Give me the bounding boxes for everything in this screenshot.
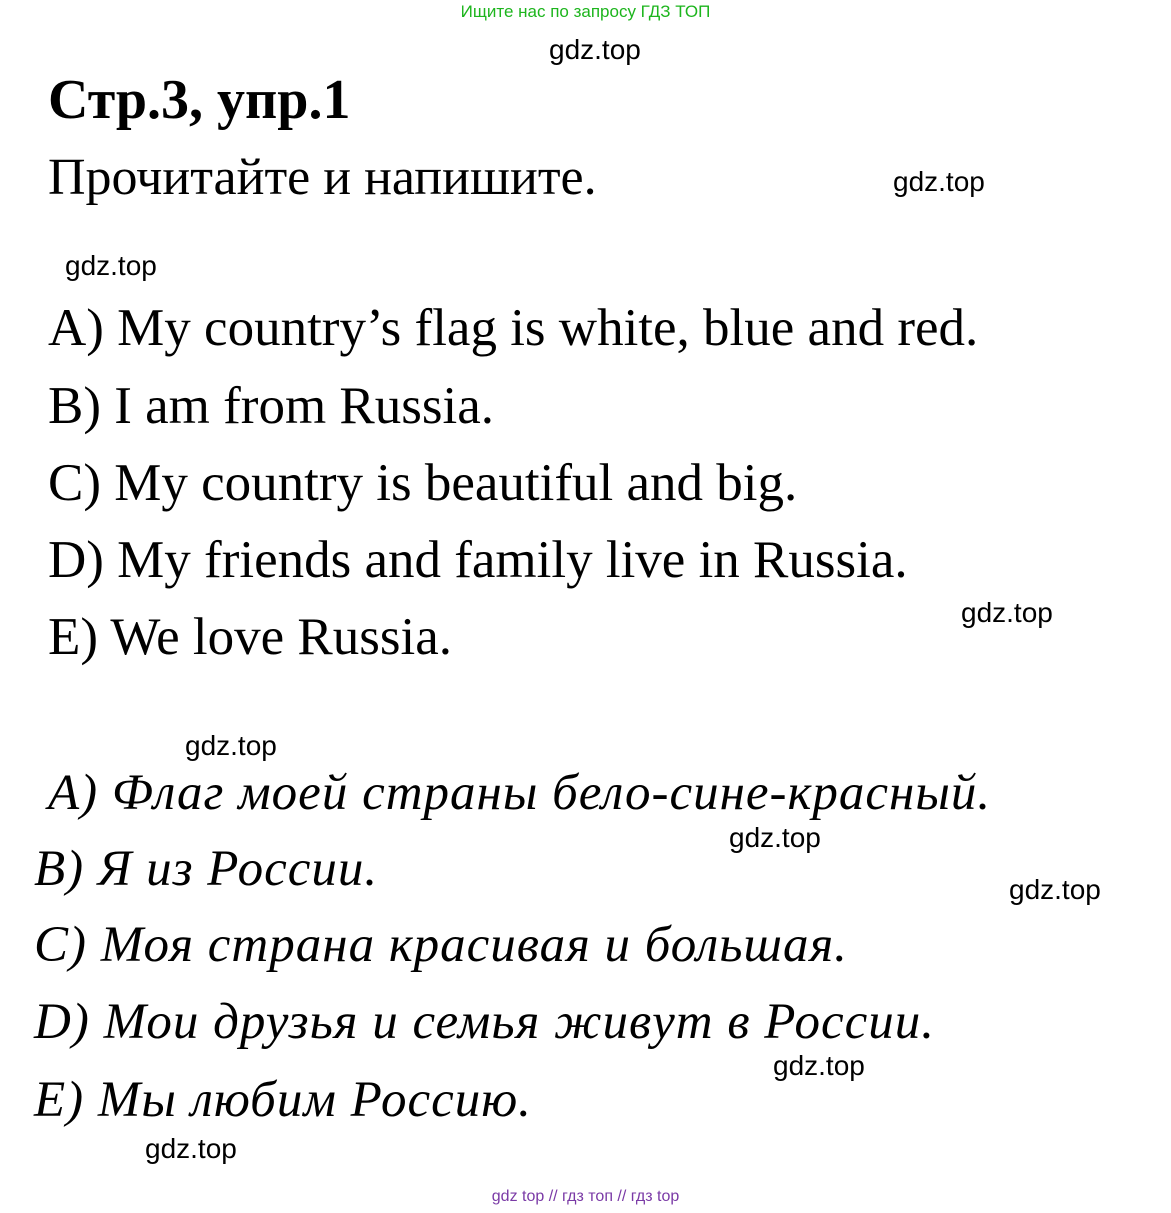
english-sentence-d: D) My friends and family live in Russia. [48,531,908,589]
watermark: gdz.top [65,250,157,281]
watermark: gdz.top [729,822,821,853]
russian-translation-a: A) Флаг моей страны бело-сине-красный. [48,765,992,821]
russian-translation-c: C) Моя страна красивая и большая. [34,917,848,973]
watermark: gdz.top [145,1133,237,1164]
russian-translation-d: D) Мои друзья и семья живут в России. [34,994,936,1050]
english-sentence-b: B) I am from Russia. [48,377,495,435]
watermark: gdz.top [185,730,277,761]
russian-translation-b: B) Я из России. [34,841,379,897]
page-title: Стр.3, упр.1 [48,69,351,131]
watermark: gdz.top [961,597,1053,628]
english-sentence-e: E) We love Russia. [48,608,452,666]
watermark: gdz.top [893,166,985,197]
english-sentence-a: A) My country’s flag is white, blue and red. [48,299,979,357]
russian-translation-e: E) Мы любим Россию. [34,1072,532,1128]
top-search-banner[interactable]: Ищите нас по запросу ГДЗ ТОП [460,2,711,21]
footer-links[interactable]: gdz top // гдз топ // гдз top [491,1188,680,1205]
watermark: gdz.top [773,1050,865,1081]
exercise-instruction: Прочитайте и напишите. [48,149,597,206]
watermark: gdz.top [549,34,641,65]
watermark: gdz.top [1009,874,1101,905]
english-sentence-c: C) My country is beautiful and big. [48,454,798,512]
